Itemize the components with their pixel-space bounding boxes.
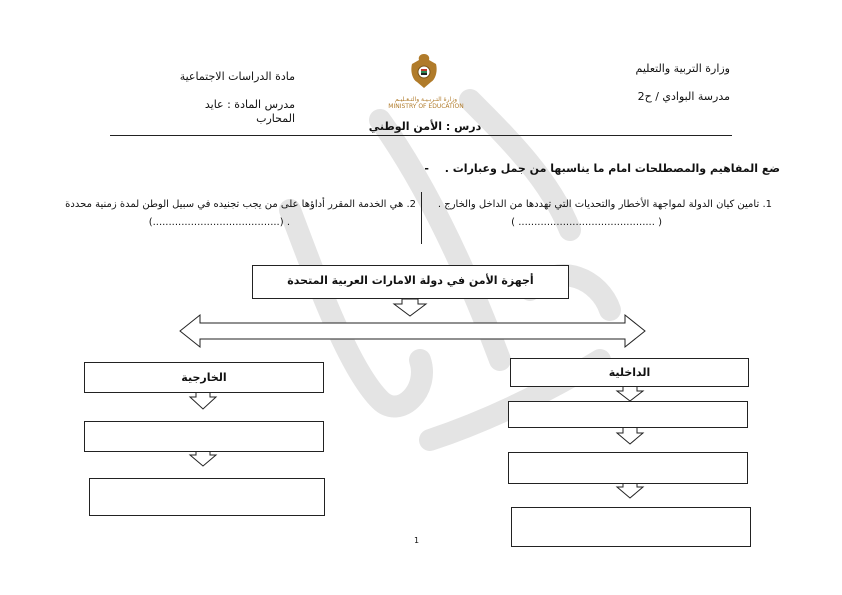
question-1 <box>432 196 772 232</box>
answer-box-left-2[interactable] <box>89 478 325 516</box>
arrow-down-icon <box>617 386 643 401</box>
answer-box-right-2[interactable] <box>508 452 748 484</box>
answer-box-right-3[interactable] <box>511 507 751 547</box>
external-label: الخارجية <box>181 371 227 384</box>
instruction-bullet: - <box>424 162 429 175</box>
question-number: 1. <box>762 199 772 210</box>
teacher-name: مدرس المادة : عايد المحارب <box>204 98 295 125</box>
subject-info <box>175 70 295 140</box>
answer-box-right-1[interactable] <box>508 401 748 428</box>
arrow-down-icon <box>190 451 216 466</box>
answer-box-left-1[interactable] <box>84 421 324 452</box>
answer-blank[interactable]: (........................................) . <box>148 217 290 228</box>
school-info <box>636 62 730 118</box>
instruction-text: ضع المفاهيم والمصطلحات امام ما يناسبها من جمل وعبارات . <box>444 162 780 175</box>
arrow-down-icon <box>617 427 643 444</box>
arrow-down-icon <box>394 299 426 316</box>
school-name: مدرسة البوادي / ح2 <box>637 90 730 103</box>
header-divider <box>110 135 732 136</box>
uae-emblem-icon <box>409 52 439 90</box>
internal-label: الداخلية <box>608 366 651 379</box>
arrow-down-icon <box>617 483 643 498</box>
subject-name: مادة الدراسات الاجتماعية <box>179 70 295 83</box>
lesson-title: درس : الأمن الوطني <box>368 120 482 133</box>
question-number: 2. <box>406 199 416 210</box>
page-number: 1 <box>414 536 420 545</box>
question-2 <box>40 196 416 232</box>
column-divider <box>421 192 422 244</box>
question-text: هي الخدمة المقرر أداؤها على من يجب تجنيده في سبيل الوطن لمدة زمنية محددة <box>65 199 404 210</box>
ministry-logo-text: وزارة التـربـيـة والتـعـليـم MINISTRY OF EDUCATION <box>388 96 464 110</box>
diagram-title: أجهزة الأمن في دولة الامارات العربية المتحدة <box>287 274 534 287</box>
answer-blank[interactable]: ( ........................................... ) <box>511 217 662 228</box>
question-text: تامين كيان الدولة لمواجهة الأخطار والتحديات التي تهددها من الداخل والخارج . <box>437 199 760 210</box>
external-agencies-box <box>84 362 324 393</box>
instruction <box>424 162 780 175</box>
internal-agencies-box <box>510 358 749 387</box>
ministry-name: وزارة التربية والتعليم <box>635 62 730 75</box>
diagram-title-box <box>252 265 569 299</box>
double-arrow-icon <box>180 315 645 347</box>
arrow-down-icon <box>190 392 216 409</box>
